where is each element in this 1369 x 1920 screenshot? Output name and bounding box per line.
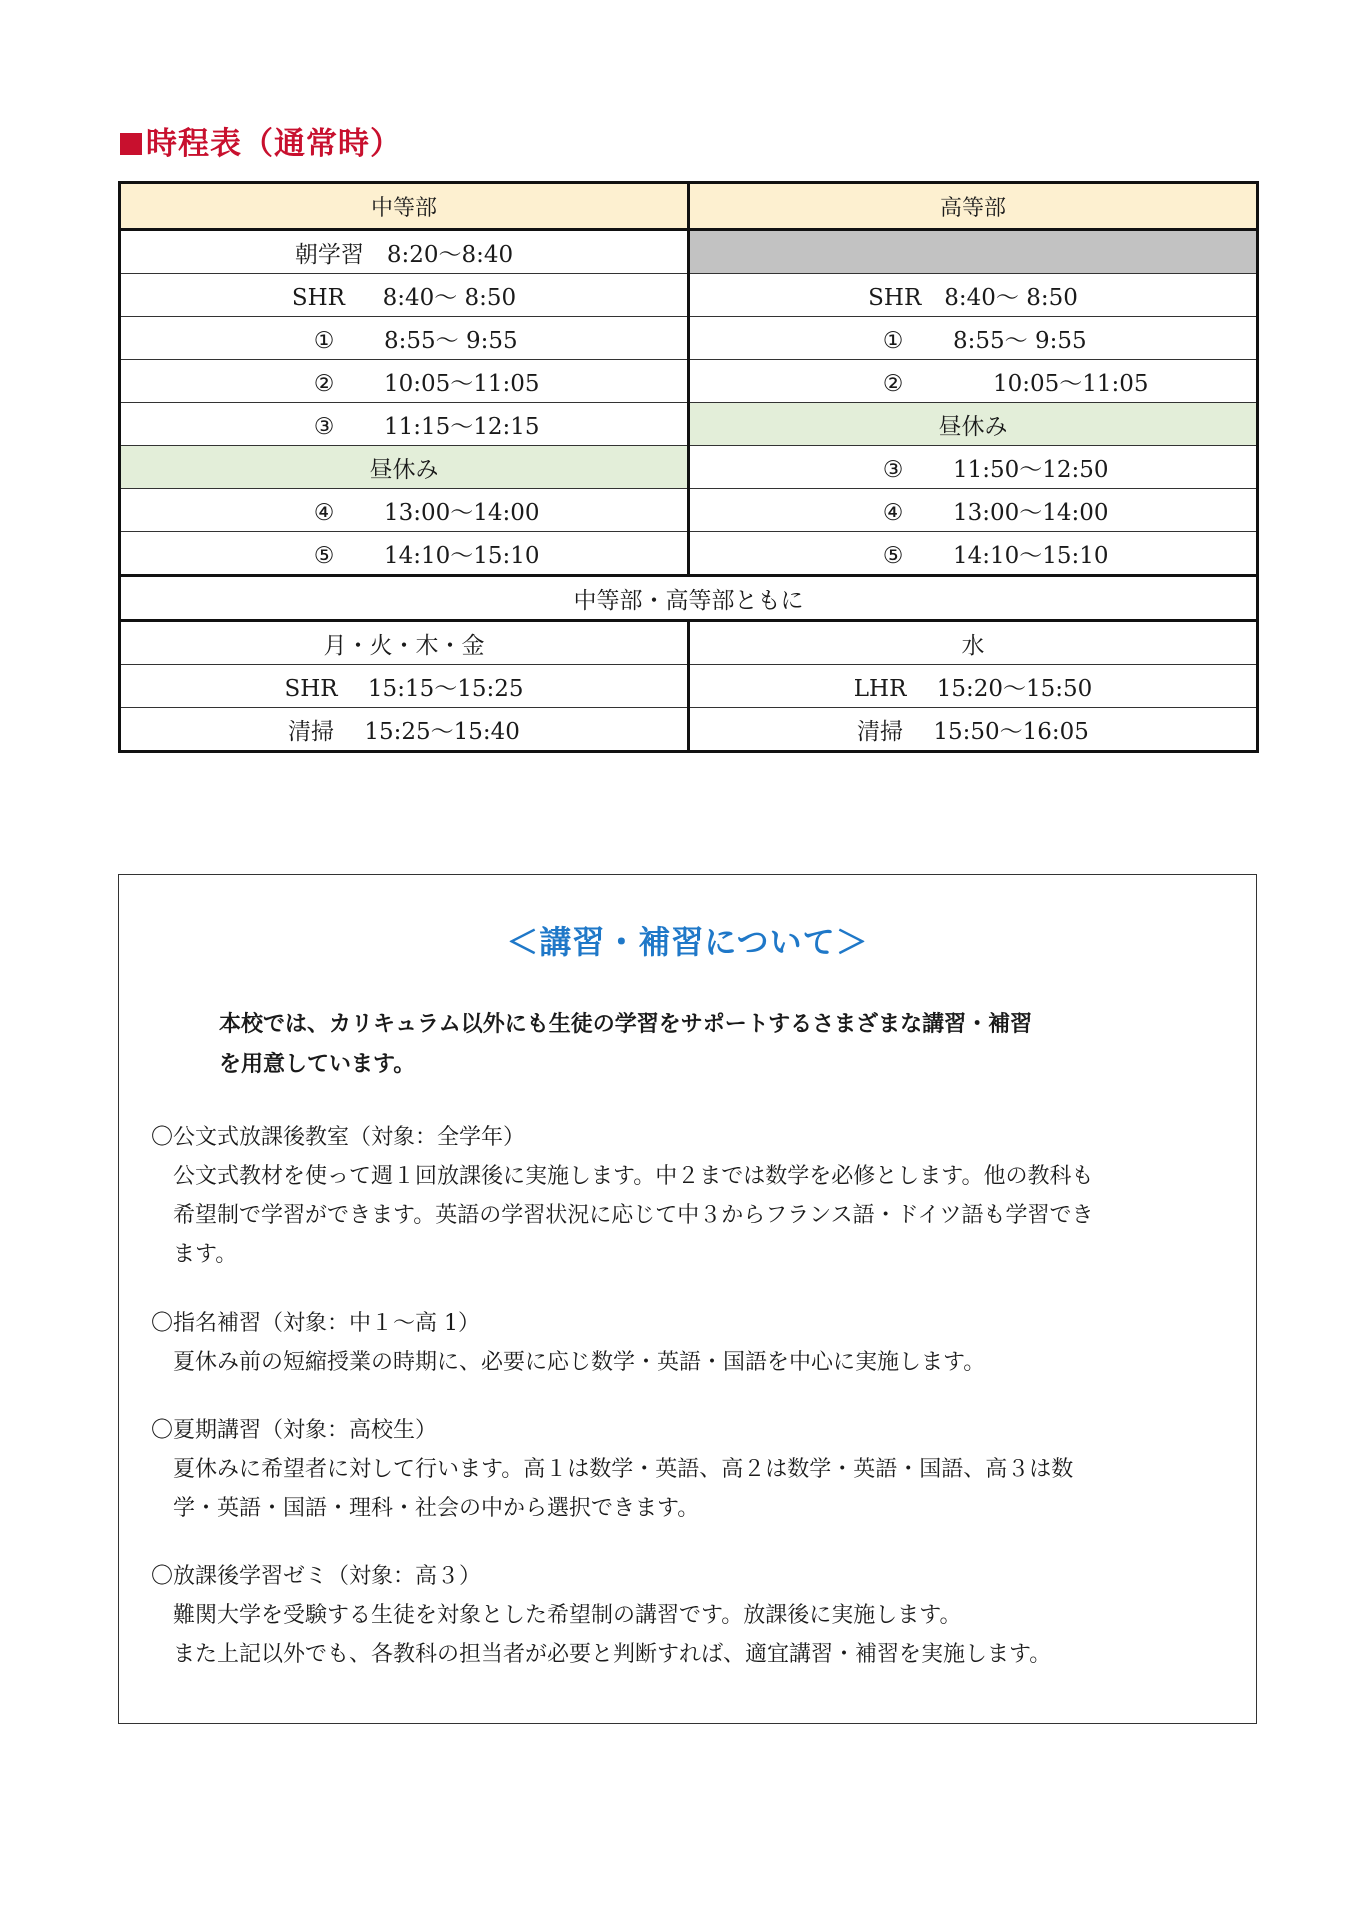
period-cell — [689, 489, 1258, 532]
time-cell: SHR 8:40〜 8:50 — [120, 274, 689, 317]
days-right: 水 — [689, 621, 1258, 665]
section-seminar — [151, 1557, 1231, 1674]
period-time: 11:15〜12:15 — [384, 413, 540, 440]
period-time: 11:50〜12:50 — [953, 456, 1109, 483]
intro-line: 本校では、カリキュラム以外にも生徒の学習をサポートするさまざまな講習・補習 — [219, 1012, 1033, 1037]
time-cell: SHR 15:15〜15:25 — [120, 665, 689, 708]
section-line: 夏休み前の短縮授業の時期に、必要に応じ数学・英語・国語を中心に実施します。 — [173, 1350, 986, 1375]
period-cell — [120, 403, 689, 446]
table-row — [120, 403, 1258, 446]
col-header-senior: 高等部 — [689, 183, 1258, 230]
intro-text — [219, 1005, 1179, 1085]
period-time: 13:00〜14:00 — [384, 499, 540, 526]
section-line: また上記以外でも、各教科の担当者が必要と判断すれば、適宜講習・補習を実施します。 — [173, 1642, 1052, 1667]
table-header-row — [120, 183, 1258, 230]
section-kumon — [151, 1118, 1231, 1274]
table-row — [120, 665, 1258, 708]
period-time: 10:05〜11:05 — [993, 370, 1149, 397]
table-row — [120, 708, 1258, 752]
square-bullet-icon — [120, 133, 142, 155]
period-number: ① — [882, 327, 904, 354]
period-number: ③ — [313, 413, 335, 440]
period-cell — [689, 446, 1258, 489]
page-heading — [120, 118, 402, 163]
time-cell: LHR 15:20〜15:50 — [689, 665, 1258, 708]
section-shimei — [151, 1304, 1231, 1382]
period-time: 14:10〜15:10 — [953, 542, 1109, 569]
time-cell: SHR 8:40〜 8:50 — [689, 274, 1258, 317]
table-row — [120, 230, 1258, 274]
period-number: ④ — [313, 499, 335, 526]
table-row — [120, 489, 1258, 532]
empty-cell — [689, 230, 1258, 274]
intro-line: を用意しています。 — [219, 1052, 416, 1077]
section-title: 〇夏期講習（対象：高校生） — [151, 1418, 438, 1443]
section-title: 〇放課後学習ゼミ（対象：高３） — [151, 1564, 482, 1589]
period-number: ⑤ — [882, 542, 904, 569]
period-cell — [689, 360, 1258, 403]
courses-box — [118, 874, 1257, 1724]
table-row — [120, 317, 1258, 360]
section-line: 夏休みに希望者に対して行います。高１は数学・英語、高２は数学・英語・国語、高３は数 — [173, 1457, 1074, 1482]
table-row — [120, 446, 1258, 489]
period-cell — [120, 360, 689, 403]
period-time: 10:05〜11:05 — [384, 370, 540, 397]
table-row — [120, 576, 1258, 621]
section-title: 〇公文式放課後教室（対象：全学年） — [151, 1125, 526, 1150]
table-row — [120, 621, 1258, 665]
lunch-cell: 昼休み — [689, 403, 1258, 446]
period-number: ② — [882, 370, 904, 397]
days-left: 月・火・木・金 — [120, 621, 689, 665]
period-time: 8:55〜 9:55 — [953, 327, 1087, 354]
period-cell — [120, 532, 689, 576]
period-number: ① — [313, 327, 335, 354]
heading-text: 時程表（通常時） — [146, 126, 402, 162]
section-summer — [151, 1411, 1231, 1528]
period-number: ④ — [882, 499, 904, 526]
period-cell — [120, 489, 689, 532]
period-cell — [689, 317, 1258, 360]
lunch-cell: 昼休み — [120, 446, 689, 489]
section-line: 希望制で学習ができます。英語の学習状況に応じて中３からフランス語・ドイツ語も学習でき — [173, 1203, 1094, 1228]
table-row — [120, 532, 1258, 576]
period-cell — [120, 317, 689, 360]
section-line: 公文式教材を使って週１回放課後に実施します。中２までは数学を必修とします。他の教科も — [173, 1164, 1094, 1189]
period-number: ② — [313, 370, 335, 397]
period-time: 8:55〜 9:55 — [384, 327, 518, 354]
section-title: 〇指名補習（対象：中１〜高 1） — [151, 1311, 480, 1336]
period-number: ③ — [882, 456, 904, 483]
box-title: ＜講習・補習について＞ — [506, 923, 869, 961]
common-label: 中等部・高等部ともに — [120, 576, 1258, 621]
section-line: ます。 — [173, 1242, 238, 1267]
period-number: ⑤ — [313, 542, 335, 569]
section-line: 難関大学を受験する生徒を対象とした希望制の講習です。放課後に実施します。 — [173, 1603, 962, 1628]
schedule-table — [118, 181, 1259, 753]
time-cell: 清掃 15:50〜16:05 — [689, 708, 1258, 752]
section-line: 学・英語・国語・理科・社会の中から選択できます。 — [173, 1496, 700, 1521]
table-row — [120, 360, 1258, 403]
time-cell: 清掃 15:25〜15:40 — [120, 708, 689, 752]
table-row — [120, 274, 1258, 317]
time-cell: 朝学習 8:20〜8:40 — [120, 230, 689, 274]
period-time: 13:00〜14:00 — [953, 499, 1109, 526]
period-cell — [689, 532, 1258, 576]
period-time: 14:10〜15:10 — [384, 542, 540, 569]
col-header-junior: 中等部 — [120, 183, 689, 230]
